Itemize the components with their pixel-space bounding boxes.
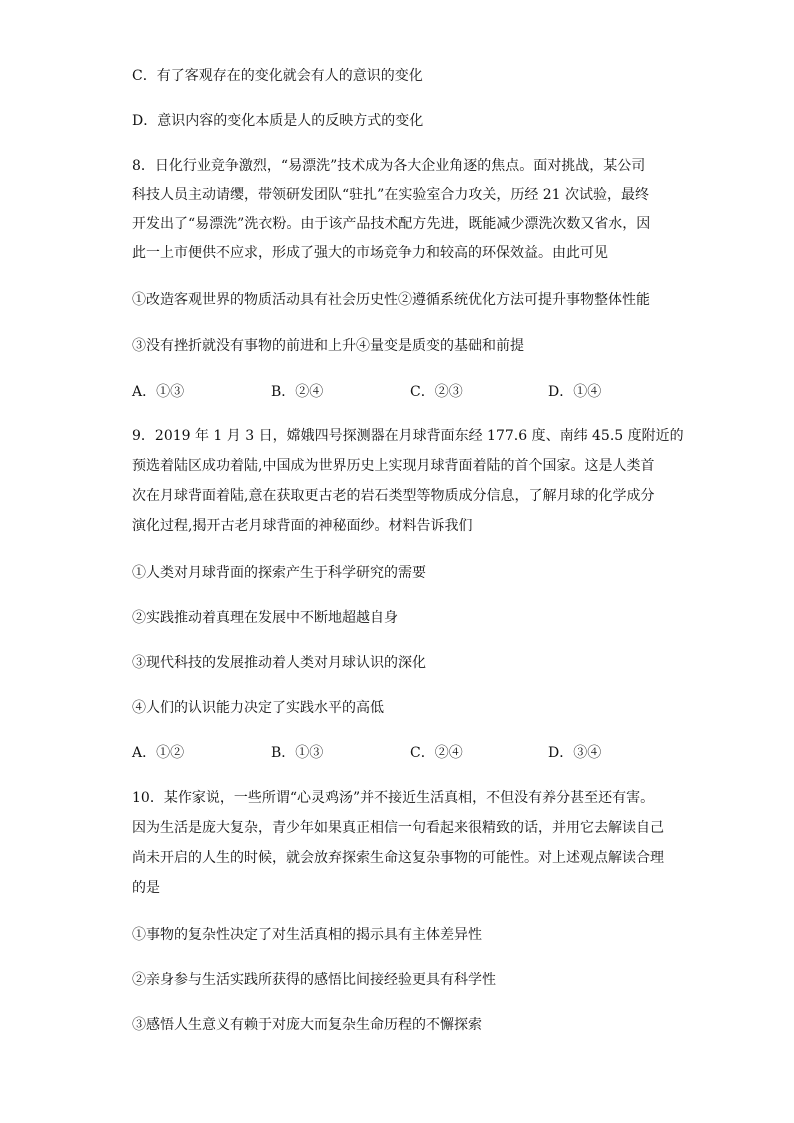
- q8-stem-line: 开发出了“易漂洗”洗衣粉。由于该产品技术配方先进，既能减少漂洗次数又省水，因: [132, 216, 651, 232]
- q7-option-c: C．有了客观存在的变化就会有人的意识的变化: [132, 68, 423, 84]
- q10-stem-line: 因为生活是庞大复杂，青少年如果真正相信一句看起来很精致的话，并用它去解读自己: [132, 820, 664, 836]
- q8-statement: ①改造客观世界的物质活动具有社会历史性②遵循系统优化方法可提升事物整体性能: [132, 292, 650, 308]
- q9-stem-line: 9．2019 年 1 月 3 日，嫦娥四号探测器在月球背面东经 177.6 度、南纬 45.5 度附近的: [132, 428, 684, 444]
- q9-option-b[interactable]: B．①③: [271, 745, 324, 761]
- q10-stem-line: 10．某作家说，一些所谓“心灵鸡汤”并不接近生活真相，不但没有养分甚至还有害。: [132, 790, 655, 806]
- q9-stem-line: 次在月球背面着陆,意在获取更古老的岩石类型等物质成分信息，了解月球的化学成分: [132, 488, 655, 504]
- q8-options: [132, 382, 692, 402]
- q9-statement: ④人们的认识能力决定了实践水平的高低: [132, 700, 384, 716]
- q10-stem-line: 的是: [132, 880, 160, 896]
- q10-statement: ①事物的复杂性决定了对生活真相的揭示具有主体差异性: [132, 927, 482, 943]
- q9-option-c[interactable]: C．②④: [410, 745, 463, 761]
- q9-statement: ①人类对月球背面的探索产生于科学研究的需要: [132, 565, 426, 581]
- q7-option-d: D．意识内容的变化本质是人的反映方式的变化: [132, 113, 424, 129]
- q9-statement: ③现代科技的发展推动着人类对月球认识的深化: [132, 655, 426, 671]
- q8-option-c[interactable]: C．②③: [410, 384, 463, 400]
- q10-statement: ②亲身参与生活实践所获得的感悟比间接经验更具有科学性: [132, 972, 496, 988]
- q9-statement: ②实践推动着真理在发展中不断地超越自身: [132, 610, 398, 626]
- q9-stem-line: 预选着陆区成功着陆,中国成为世界历史上实现月球背面着陆的首个国家。这是人类首: [132, 458, 655, 474]
- q8-option-a[interactable]: A．①③: [132, 384, 185, 400]
- q9-options: [132, 743, 692, 763]
- q8-stem-line: 8．日化行业竞争激烈，“易漂洗”技术成为各大企业角逐的焦点。面对挑战，某公司: [132, 158, 646, 174]
- q10-statement: ③感悟人生意义有赖于对庞大而复杂生命历程的不懈探索: [132, 1017, 482, 1033]
- q9-stem-line: 演化过程,揭开古老月球背面的神秘面纱。材料告诉我们: [132, 518, 473, 534]
- q9-option-d[interactable]: D．③④: [548, 745, 602, 761]
- q8-stem-line: 科技人员主动请缨，带领研发团队“驻扎”在实验室合力攻关，历经 21 次试验，最终: [132, 187, 650, 203]
- q9-option-a[interactable]: A．①②: [132, 745, 185, 761]
- q8-option-b[interactable]: B．②④: [271, 384, 324, 400]
- q8-statement: ③没有挫折就没有事物的前进和上升④量变是质变的基础和前提: [132, 338, 524, 354]
- q8-option-d[interactable]: D．①④: [548, 384, 602, 400]
- q10-stem-line: 尚未开启的人生的时候，就会放弃探索生命这复杂事物的可能性。对上述观点解读合理: [132, 850, 664, 866]
- q8-stem-line: 此一上市便供不应求，形成了强大的市场竞争力和较高的环保效益。由此可见: [132, 245, 608, 261]
